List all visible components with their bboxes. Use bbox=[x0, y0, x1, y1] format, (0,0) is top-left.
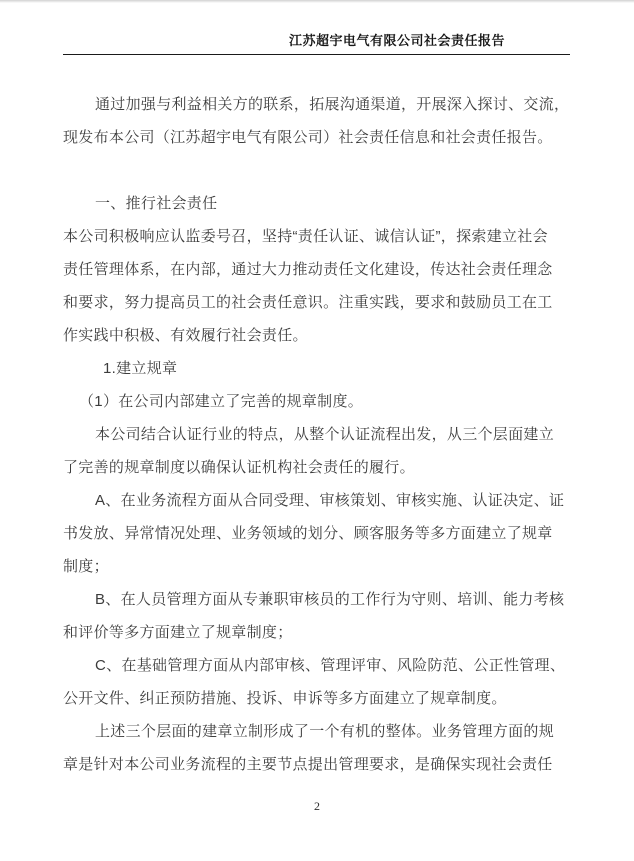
body-line: 了完善的规章制度以确保认证机构社会责任的履行。 bbox=[63, 459, 415, 476]
body-line: 公开文件、纠正预防措施、投诉、申诉等多方面建立了规章制度。 bbox=[63, 690, 507, 707]
body-lines bbox=[63, 88, 570, 781]
body-line: 本公司结合认证行业的特点，从整个认证流程出发，从三个层面建立 bbox=[95, 426, 555, 443]
blank-line bbox=[63, 154, 570, 187]
body-line: 章是针对本公司业务流程的主要节点提出管理要求，是确保实现社会责任 bbox=[63, 756, 553, 773]
body-line: 作实践中积极、有效履行社会责任。 bbox=[63, 327, 308, 344]
header-title: 江苏超宇电气有限公司社会责任报告 bbox=[288, 33, 505, 48]
body-line: A、在业务流程方面从合同受理、审核策划、审核实施、认证决定、证 bbox=[95, 492, 565, 509]
page-header bbox=[63, 30, 570, 55]
body-line: 上述三个层面的建章立制形成了一个有机的整体。业务管理方面的规 bbox=[95, 723, 555, 740]
body-line: 制度； bbox=[63, 558, 109, 575]
body-line: 本公司积极响应认监委号召，坚持“责任认证、诚信认证”，探索建立社会 bbox=[63, 228, 548, 245]
body-line: （1）在公司内部建立了完善的规章制度。 bbox=[79, 393, 364, 410]
body-line: 和要求，努力提高员工的社会责任意识。注重实践，要求和鼓励员工在工 bbox=[63, 294, 553, 311]
body-line: 责任管理体系，在内部，通过大力推动责任文化建设，传达社会责任理念 bbox=[63, 261, 553, 278]
body-line: 现发布本公司（江苏超宇电气有限公司）社会责任信息和社会责任报告。 bbox=[63, 129, 553, 146]
body-line: 1.建立规章 bbox=[103, 360, 178, 377]
page-number: 2 bbox=[314, 799, 320, 813]
page-footer bbox=[0, 797, 634, 815]
body-line: 通过加强与利益相关方的联系，拓展沟通渠道，开展深入探讨、交流， bbox=[95, 96, 570, 113]
body-line: 一、推行社会责任 bbox=[95, 195, 218, 212]
page-top-shadow bbox=[0, 0, 634, 3]
body-line: C、在基础管理方面从内部审核、管理评审、风险防范、公正性管理、 bbox=[95, 657, 566, 674]
body-line: 书发放、异常情况处理、业务领域的划分、顾客服务等多方面建立了规章 bbox=[63, 525, 553, 542]
body-line: B、在人员管理方面从专兼职审核员的工作行为守则、培训、能力考核 bbox=[95, 591, 565, 608]
body-line: 和评价等多方面建立了规章制度； bbox=[63, 624, 293, 641]
